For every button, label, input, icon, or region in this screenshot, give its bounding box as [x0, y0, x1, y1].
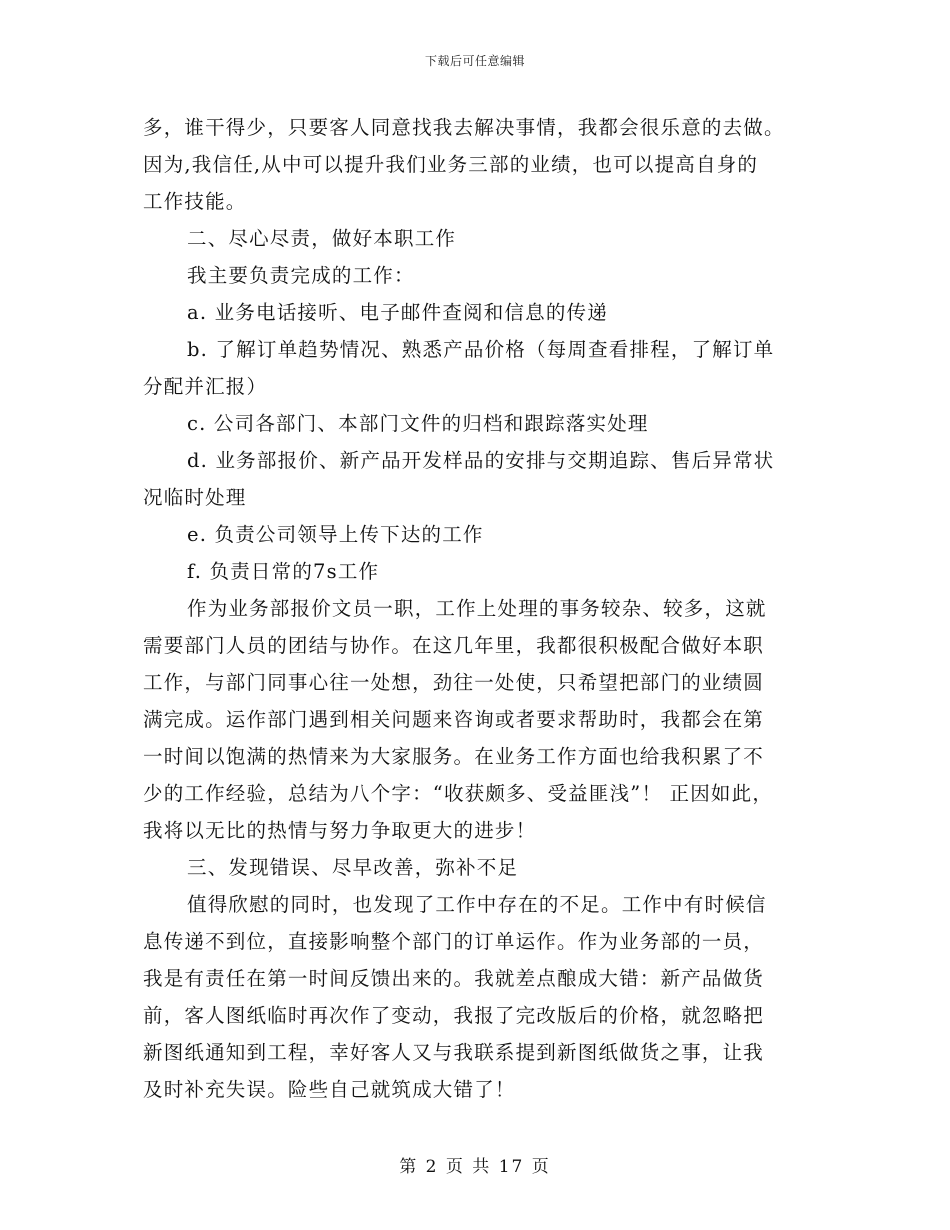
body-line: 我主要负责完成的工作：: [187, 264, 415, 287]
page-header: 下载后可任意编辑: [424, 54, 525, 68]
section-heading: 三、发现错误、尽早改善，弥补不足: [187, 856, 519, 879]
body-line: 值得欣慰的同时，也发现了工作中存在的不足。工作中有时候信: [187, 893, 767, 916]
body-line: 因为,我信任,从中可以提升我们业务三部的业绩，也可以提高自身的: [143, 153, 759, 176]
body-line: 多，谁干得少，只要客人同意找我去解决事情，我都会很乐意的去做。: [143, 116, 785, 139]
list-item: b. 了解订单趋势情况、熟悉产品价格（每周查看排程，了解订单: [187, 338, 775, 361]
body-line: 及时补充失误。险些自己就筑成大错了！: [143, 1078, 516, 1101]
body-line: 需要部门人员的团结与协作。在这几年里，我都很积极配合做好本职: [143, 634, 765, 657]
list-item-continuation: 分配并汇报）: [143, 375, 268, 398]
list-item-continuation: 况临时处理: [143, 486, 247, 509]
list-item: d. 业务部报价、新产品开发样品的安排与交期追踪、售后异常状: [187, 449, 775, 472]
section-heading: 二、尽心尽责，做好本职工作: [187, 227, 457, 250]
body-line: 我是有责任在第一时间反馈出来的。我就差点酿成大错：新产品做货: [143, 967, 765, 990]
body-line: 满完成。运作部门遇到相关问题来咨询或者要求帮助时，我都会在第: [143, 708, 765, 731]
list-item: f. 负责日常的7s工作: [187, 560, 380, 583]
body-line: 作为业务部报价文员一职，工作上处理的事务较杂、较多，这就: [187, 597, 767, 620]
list-item: c. 公司各部门、本部门文件的归档和跟踪落实处理: [187, 412, 649, 435]
body-line: 一时间以饱满的热情来为大家服务。在业务工作方面也给我积累了不: [143, 745, 765, 768]
body-line: 工作，与部门同事心往一处想，劲往一处使，只希望把部门的业绩圆: [143, 671, 765, 694]
body-line: 新图纸通知到工程，幸好客人又与我联系提到新图纸做货之事，让我: [143, 1041, 765, 1064]
body-line: 息传递不到位，直接影响整个部门的订单运作。作为业务部的一员，: [143, 930, 765, 953]
page-footer: 第 2 页 共 17 页: [399, 1157, 551, 1177]
document-body: [143, 109, 823, 1108]
body-line: 我将以无比的热情与努力争取更大的进步！: [143, 819, 537, 842]
body-line: 前，客人图纸临时再次作了变动，我报了完改版后的价格，就忽略把: [143, 1004, 765, 1027]
list-item: a. 业务电话接听、电子邮件查阅和信息的传递: [187, 301, 608, 324]
body-line: 少的工作经验，总结为八个字：“收获颇多、受益匪浅”！ 正因如此，: [143, 782, 774, 805]
body-line: 工作技能。: [143, 190, 247, 213]
list-item: e. 负责公司领导上传下达的工作: [187, 523, 484, 546]
